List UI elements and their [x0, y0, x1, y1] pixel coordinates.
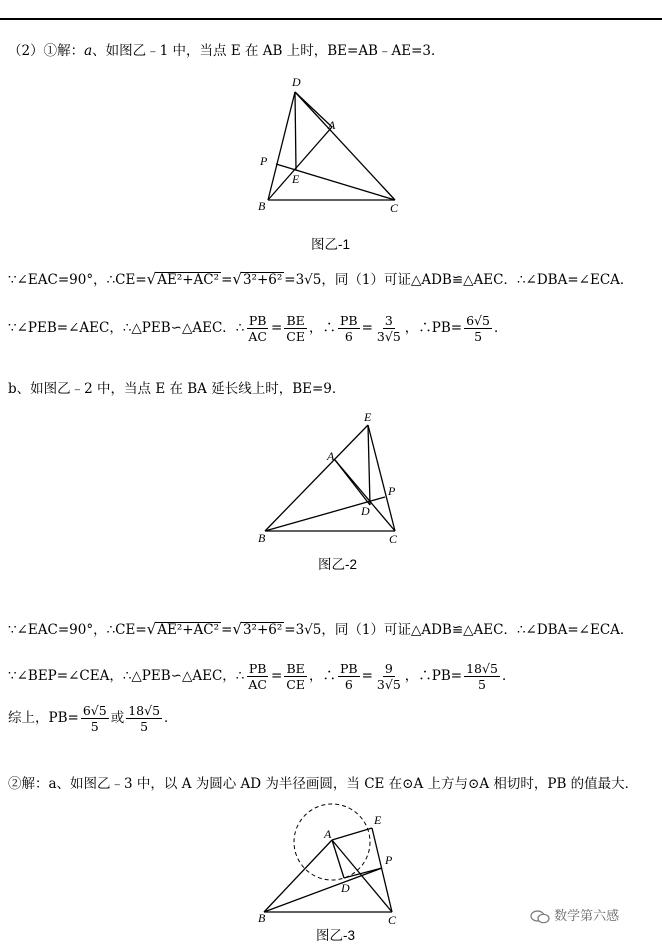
eq1-equals: =: [221, 272, 233, 288]
frac-num: 18√5: [466, 661, 498, 676]
segment-ae: [332, 828, 372, 840]
equation-ce-2: [8, 620, 633, 639]
frac-den: 6: [344, 329, 353, 344]
case-a-text: 、如图乙﹣1 中，当点 E 在 AB 上时，BE=AB﹣AE=3．: [92, 43, 445, 59]
eq4-pb: ，∴PB=: [404, 668, 463, 684]
frac-den: 5: [140, 719, 149, 734]
watermark-text: 数学第六感: [554, 909, 620, 924]
frac-num: 9: [384, 661, 393, 676]
frac-den: 5: [474, 329, 483, 344]
eq4-equals: =: [270, 668, 283, 684]
case-b-line: b、如图乙﹣2 中，当点 E 在 BA 延长线上时，BE=9．: [8, 381, 346, 397]
fraction-pb-6: [338, 313, 360, 344]
figure-yi-1: [250, 72, 410, 221]
fraction-3-3sqrt5: [375, 313, 403, 344]
case-a-label: a: [84, 43, 93, 59]
segment-ad: [332, 840, 344, 878]
frac-den: CE: [286, 677, 305, 692]
label-e: E: [292, 172, 300, 186]
frac-num: PB: [339, 661, 358, 676]
eq3-radicand1: AE²+AC²: [157, 622, 220, 638]
segment-bp: [264, 868, 382, 912]
frac-den: 6: [344, 677, 353, 692]
summary-or: 或: [110, 710, 125, 726]
equation-pb-1: [8, 313, 507, 344]
frac-num: 3: [384, 313, 393, 328]
fraction-pb-6: [338, 661, 360, 692]
label-c: C: [389, 532, 398, 545]
frac-den: CE: [286, 329, 305, 344]
summary-end: ．: [164, 710, 178, 726]
figure-yi-3-svg: [252, 800, 412, 930]
case-2a-line: ②解：a、如图乙﹣3 中，以 A 为圆心 AD 为半径画圆，当 CE 在⊙A 上方与⊙A 相切时，PB 的值最大．: [8, 776, 639, 792]
segment-de: [295, 92, 296, 170]
eq4-equals-2: =: [361, 668, 373, 684]
frac-num: 6√5: [82, 703, 107, 718]
eq1-radicand1: AE²+AC²: [157, 272, 220, 288]
equation-ce-1: [8, 270, 633, 289]
label-b: B: [258, 911, 266, 925]
part2-intro-line: [8, 42, 445, 60]
fraction-6sqrt5-5: [464, 313, 492, 344]
summary-line: [8, 703, 178, 734]
fraction-6sqrt5-5: [81, 703, 109, 734]
label-b: B: [258, 199, 266, 213]
frac-den: 3√5: [376, 677, 401, 692]
segment-dc: [295, 92, 395, 200]
wechat-icon: [530, 909, 554, 924]
label-a: A: [327, 449, 335, 463]
label-b: B: [258, 531, 266, 545]
eq3-equals: =: [221, 622, 233, 638]
label-p: P: [385, 853, 393, 867]
eq4-mid: ，∴: [308, 668, 336, 684]
label-a: A: [324, 827, 332, 841]
part2-label: （2）①解：: [8, 43, 85, 59]
watermark: [530, 905, 619, 924]
label-d: D: [292, 75, 301, 89]
summary-start: 综上，PB=: [8, 710, 79, 726]
figure-yi-1-svg: [250, 72, 410, 217]
fraction-pb-ac: [246, 661, 269, 692]
eq2-equals-2: =: [361, 320, 373, 336]
top-rule: [0, 18, 662, 20]
figure-yi-3: [252, 800, 412, 934]
eq1-tail: =3√5，同（1）可证△ADB≌△AEC．∴∠DBA=∠ECA．: [284, 272, 634, 288]
fraction-pb-ac: [246, 313, 269, 344]
frac-num: 6√5: [466, 313, 490, 328]
figure-yi-2: [250, 405, 410, 549]
label-e: E: [374, 813, 382, 827]
segment-da: [295, 92, 332, 127]
sqrt-sign: √: [232, 270, 242, 288]
frac-num: PB: [339, 313, 358, 328]
eq1-because: ∵∠EAC=90°，∴CE=: [8, 272, 147, 288]
sqrt-sign: √: [146, 620, 157, 638]
equation-pb-2: [8, 661, 515, 692]
label-p: P: [260, 154, 268, 168]
label-p: P: [388, 484, 396, 498]
figure-yi-2-svg: [250, 405, 410, 545]
fraction-be-ce: [284, 313, 307, 344]
segment-ad: [335, 460, 370, 505]
label-c: C: [388, 913, 397, 927]
frac-num: PB: [248, 661, 267, 676]
eq2-equals: =: [270, 320, 283, 336]
frac-den: AC: [248, 329, 267, 344]
eq4-start: ∵∠BEP=∠CEA，∴△PEB∽△AEC，∴: [8, 668, 245, 684]
eq4-end: ．: [501, 668, 516, 684]
eq3-radicand2: 3²+6²: [242, 622, 283, 638]
label-d: D: [361, 504, 370, 518]
fraction-18sqrt5-5: [464, 661, 500, 692]
frac-num: BE: [286, 313, 305, 328]
frac-den: 5: [478, 677, 486, 692]
eq2-pb: ，∴PB=: [404, 320, 463, 336]
fraction-18sqrt5-5: [126, 703, 162, 734]
eq2-mid: ，∴: [308, 320, 336, 336]
segment-ba: [264, 840, 332, 912]
frac-num: PB: [248, 313, 267, 328]
frac-den: AC: [248, 677, 267, 692]
frac-num: 18√5: [128, 703, 161, 718]
eq2-end: ．: [493, 320, 508, 336]
figure-yi-1-caption: 图乙-1: [311, 237, 351, 252]
figure-yi-2-caption: 图乙-2: [318, 557, 358, 572]
frac-num: BE: [286, 661, 305, 676]
figure-yi-3-caption: 图乙-3: [316, 928, 356, 943]
eq2-start: ∵∠PEB=∠AEC，∴△PEB∽△AEC．∴: [8, 320, 245, 336]
label-c: C: [390, 201, 399, 215]
fraction-be-ce: [284, 661, 307, 692]
segment-ed: [368, 425, 370, 505]
segment-be: [265, 425, 368, 531]
sqrt-sign: √: [232, 620, 242, 638]
eq3-because: ∵∠EAC=90°，∴CE=: [8, 622, 147, 638]
label-d: D: [341, 881, 350, 895]
frac-den: 3√5: [376, 329, 401, 344]
fraction-9-3sqrt5: [375, 661, 403, 692]
frac-den: 5: [90, 719, 99, 734]
label-e: E: [364, 410, 372, 424]
sqrt-sign: √: [146, 270, 157, 288]
eq3-tail: =3√5，同（1）可证△ADB≌△AEC．∴∠DBA=∠ECA．: [284, 622, 634, 638]
label-a: A: [328, 118, 336, 132]
eq1-radicand2: 3²+6²: [242, 272, 283, 288]
